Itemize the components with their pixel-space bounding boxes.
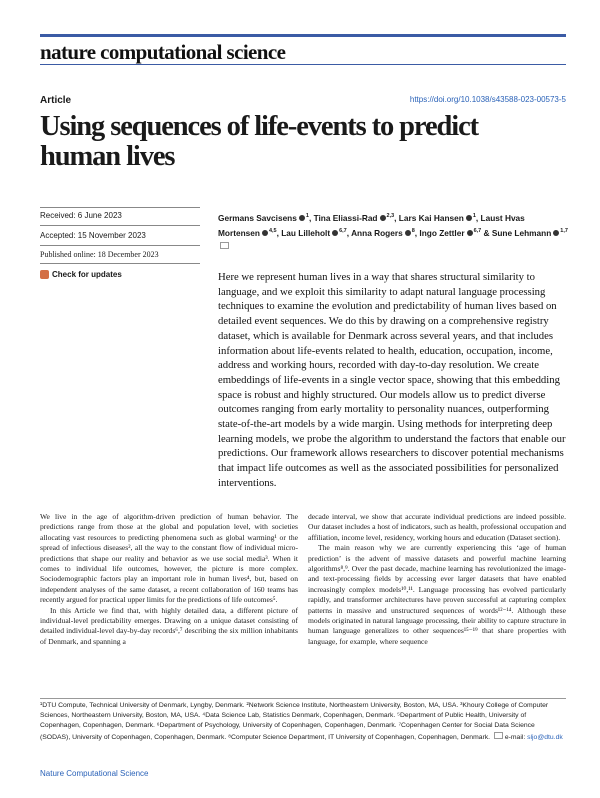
author-affiliation-marker: 1 [472,213,476,219]
author-affiliation-marker: 1,7 [560,227,568,234]
author-affiliation-marker: 1 [305,213,309,219]
bookmark-icon [40,270,49,279]
check-updates-button[interactable] [40,270,122,279]
meta-divider [40,225,200,226]
meta-divider [40,263,200,264]
orcid-icon[interactable] [467,230,473,236]
author-affiliation-marker: 6,7 [339,227,347,234]
author-name[interactable]: Lars Kai Hansen [398,212,464,223]
author-affiliation-marker: 8 [411,227,415,234]
body-column-left [40,512,298,647]
author-affiliation-marker: 6,7 [473,227,482,234]
footer-journal: Nature Computational Science [40,769,149,778]
email-label: e-mail: [504,733,526,741]
orcid-icon[interactable] [262,230,268,236]
author-affiliation-marker: 4,5 [268,227,277,234]
received-date: Received: 6 June 2023 [40,211,122,220]
body-paragraph: We live in the age of algorithm-driven prediction of human behavior. The predictions range from those at the global and population level, with societies allocating vast resources to predicting phenomena such as global warming¹ or the spread of infectious diseases², all the way to the constant flow of individual micro-predictions that shape our reality and behavior as we use social media³. When it comes to individual life outcomes, however, the picture is more complex. Sociodemographic factors play an important role in human lives⁴, but, based on independent analyses of the same dataset, a recent collaboration of 160 teams has recently argued for practical upper limits for the predictions of life outcomes⁵. [40,512,298,605]
meta-divider [40,207,200,208]
body-paragraph: decade interval, we show that accurate individual predictions are indeed possible. Our dataset includes a host of indicators, such as health, professional occupation and affiliation, income level, residency, working hours and education (Dataset section). [308,512,566,542]
meta-divider [40,245,200,246]
body-paragraph: The main reason why we are currently experiencing this ‘age of human prediction’ is the advent of massive datasets and powerful machine learning algorithms⁸,⁹. Over the past decade, machine learning has revolutionized the image- and text-processing fields by accessing ever larger datasets that have enabled increasingly complex models¹⁰,¹¹. Language processing has evolved particularly rapidly, and transformer architectures have proven successful at capturing complex patterns in massive and unstructured sequences of words¹²⁻¹⁴. Although these models originated in natural language processing, their ability to capture structure in human language generalizes to other sequences¹⁵⁻¹⁹ that share properties with language, for example, where sequence [308,543,566,646]
affiliation-text: ¹DTU Compute, Technical University of Denmark, Lyngby, Denmark. ²Network Science Institute, Northeastern University, Boston, MA, USA. ³Khoury College of Computer Sciences, Northeastern University, Boston, MA, USA. ⁴Data Science Lab, Statistics Denmark, Copenhagen, Denmark. ⁵Department of Public Health, University of Copenhagen, Copenhagen, Denmark. ⁶Department of Psychology, University of Copenhagen, Copenhagen, Denmark. ⁷Copenhagen Center for Social Data Science (SODAS), University of Copenhagen, Copenhagen, Denmark. ⁸Computer Science Department, IT University of Copenhagen, Copenhagen, Denmark. [40,702,549,741]
abstract: Here we represent human lives in a way that shares structural similarity to language, and we exploit this similarity to adapt natural language processing techniques to examine the evolution and predictability of human lives based on detailed event sequences. We do this by drawing on a comprehensive registry dataset, which is available for Denmark across several years, and that includes information about life-events related to health, education, occupation, income, address and working hours, recorded with day-to-day resolution. We create embeddings of life-events in a single vector space, showing that this embedding space is robust and highly structured. Our models allow us to predict diverse outcomes ranging from early mortality to personality nuances, outperforming state-of-the-art models by a wide margin. Using methods for interpreting deep learning models, we probe the algorithm to understand the factors that enable our predictions. Our framework allows researchers to discover potential mechanisms that impact life outcomes as well as the associated possibilities for personalized interventions. [218,271,566,489]
email-link[interactable]: sljo@dtu.dk [527,733,563,741]
author-name[interactable]: Anna Rogers [351,227,403,238]
affiliations [40,701,566,743]
header-rule [40,34,566,37]
article-title: Using sequences of life-events to predict human lives [40,111,479,172]
published-date: Published online: 18 December 2023 [40,250,159,259]
email-icon [494,732,503,739]
accepted-date: Accepted: 15 November 2023 [40,231,146,240]
orcid-icon[interactable] [466,215,472,221]
author-name[interactable]: Germans Savcisens [218,212,297,223]
author-name[interactable]: Laust Hvas Mortensen [218,212,525,238]
email-icon[interactable] [220,242,229,249]
author-name[interactable]: Sune Lehmann [491,227,552,238]
author-list: Germans Savcisens $^1$, Tina Eliassi-Rad $^{2,3}$, Lars Kai Hansen $^1$, Laust Hvas Mortensen $^{4,5}$, Lau Lilleholt $^{6,7}$, Anna Rogers $^8$, Ingo Zettler $^{6,7}$ & Sune Lehmann $^{1,7}$ [218,210,568,253]
article-type: Article [40,95,72,106]
affiliation-divider [40,698,566,699]
author-name[interactable]: Ingo Zettler [419,227,465,238]
author-affiliation-marker: 2,3 [386,213,395,219]
author-name[interactable]: Tina Eliassi-Rad [313,212,378,223]
orcid-icon[interactable] [553,230,559,236]
author-name[interactable]: Lau Lilleholt [281,227,331,238]
orcid-icon[interactable] [405,230,411,236]
header-divider [40,64,566,65]
journal-name: nature computational science [40,40,286,64]
body-column-right [308,512,566,647]
doi-link[interactable]: https://doi.org/10.1038/s43588-023-00573-5 [409,95,566,104]
orcid-icon[interactable] [380,215,386,221]
body-paragraph: In this Article we find that, with highly detailed data, a different picture of individual-level predictability emerges. Drawing on a unique dataset consisting of detailed individual-level day-by-day records⁶,⁷ describing the six million inhabitants of Denmark, and spanning a [40,605,298,646]
orcid-icon[interactable] [299,215,305,221]
orcid-icon[interactable] [332,230,338,236]
check-updates-label: Check for updates [52,270,122,279]
